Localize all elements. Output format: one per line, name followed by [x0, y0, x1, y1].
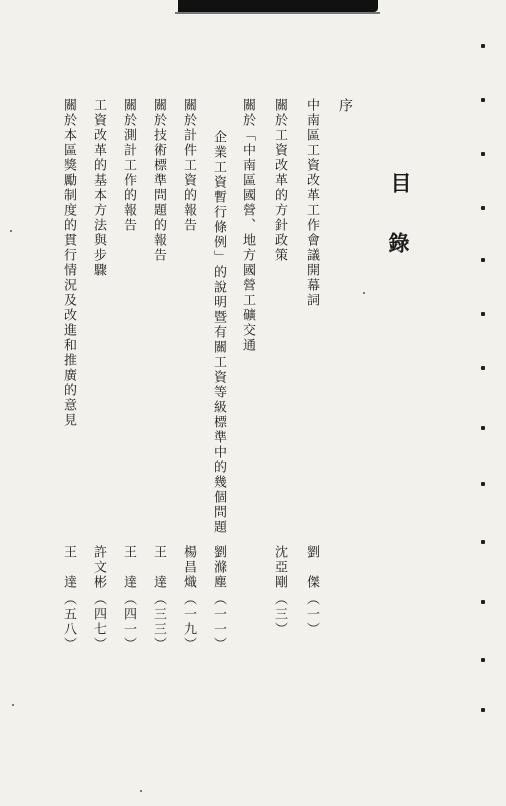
toc-entry-page: （四一）	[121, 592, 136, 652]
binding-mark	[481, 44, 485, 48]
toc-entry-title: 企業工資暫行條例」的說明暨有關工資等級標準中的幾個問題	[211, 130, 226, 535]
scan-speck	[10, 230, 12, 232]
binding-mark	[481, 708, 485, 712]
toc-entry-page: （三）	[272, 592, 287, 637]
scan-speck	[140, 790, 142, 792]
binding-mark	[481, 258, 485, 262]
scan-edge-line	[175, 12, 380, 14]
binding-mark	[481, 312, 485, 316]
toc-entry-title: 關於工資改革的方針政策	[272, 98, 287, 263]
binding-mark	[481, 600, 485, 604]
binding-mark	[481, 98, 485, 102]
toc-entry-title: 關於測計工作的報告	[121, 98, 136, 233]
toc-entry-title: 關於計件工資的報告	[181, 98, 196, 233]
toc-entry-page: （四七）	[91, 592, 106, 652]
binding-mark	[481, 540, 485, 544]
toc-entry-title: 關於「中南區國營、地方國營工礦交通	[240, 98, 255, 353]
scan-speck	[363, 292, 365, 294]
binding-mark	[481, 426, 485, 430]
toc-entry-title: 中南區工資改革工作會議開幕詞	[304, 98, 319, 308]
scan-speck	[12, 704, 14, 706]
toc-entry-page: （一一）	[211, 592, 226, 652]
toc-entry-title: 關於本區獎勵制度的貫行情況及改進和推廣的意見	[61, 98, 76, 428]
toc-entry-author: 王 達	[61, 545, 76, 590]
scan-edge-shadow	[178, 0, 378, 12]
toc-entry-page: （三三）	[151, 592, 166, 652]
binding-mark	[481, 658, 485, 662]
title-char-1: 目	[388, 172, 413, 193]
toc-entry-author: 劉滌塵	[211, 545, 226, 590]
toc-entry-author: 王 達	[151, 545, 166, 590]
binding-mark	[481, 366, 485, 370]
toc-entry-author: 劉 傑	[304, 545, 319, 590]
toc-entry-page: （一九）	[181, 592, 196, 652]
title-char-2: 錄	[386, 232, 411, 253]
binding-mark	[481, 206, 485, 210]
toc-entry-author: 沈亞剛	[272, 545, 287, 590]
binding-mark	[481, 152, 485, 156]
toc-entry-title: 工資改革的基本方法與步驟	[91, 98, 106, 278]
binding-mark	[481, 482, 485, 486]
preface-heading: 序	[337, 98, 353, 114]
toc-entry-page: （一）	[304, 592, 319, 637]
toc-entry-page: （五八）	[61, 592, 76, 652]
toc-entry-author: 楊昌熾	[181, 545, 196, 590]
toc-entry-title: 關於技術標準問題的報告	[151, 98, 166, 263]
toc-entry-author: 許文彬	[91, 545, 106, 590]
toc-entry-author: 王 達	[121, 545, 136, 590]
